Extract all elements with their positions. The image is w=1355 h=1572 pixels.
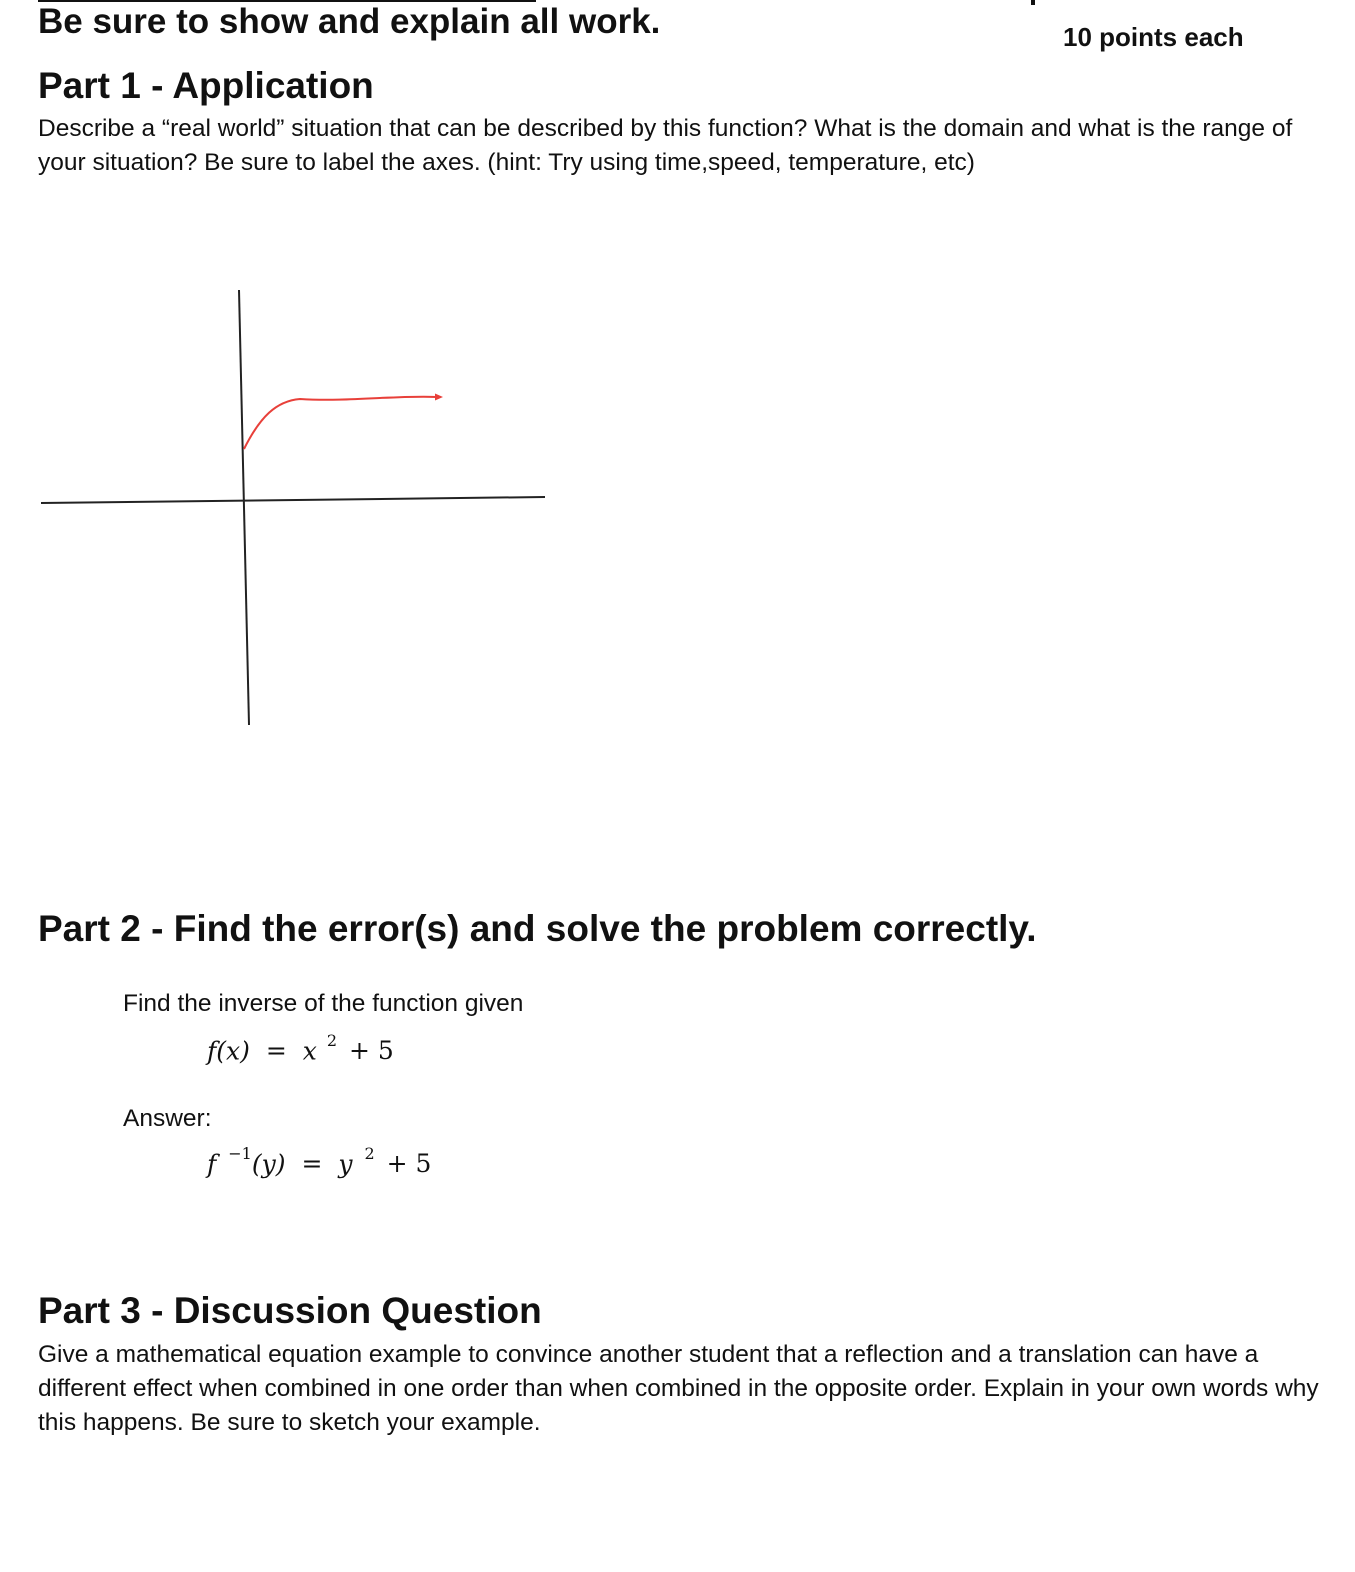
given-function — [207, 1031, 394, 1066]
answer-arg: (y) — [251, 1149, 286, 1179]
function-graph — [38, 285, 558, 735]
answer-equals: = — [301, 1149, 323, 1179]
part1-heading: Part 1 - Application — [38, 65, 374, 106]
part3-heading: Part 3 - Discussion Question — [38, 1290, 542, 1331]
points-label: 10 points each — [1063, 22, 1244, 52]
given-equals: = — [265, 1036, 287, 1066]
function-curve — [244, 397, 437, 449]
instructions: Be sure to show and explain all work. — [38, 2, 661, 41]
part1-prompt: Describe a “real world” situation that can be described by this function? What is the domain and what is the range of your situation? Be sure to label the axes. (hint: Try using time,speed, temperature, etc) — [38, 115, 1293, 176]
curve-arrow-head — [435, 394, 443, 401]
given-lhs: f(x) — [207, 1036, 250, 1066]
answer-function — [207, 1144, 432, 1179]
given-rest: + 5 — [348, 1036, 394, 1066]
given-base: x — [302, 1036, 317, 1066]
answer-base: y — [338, 1149, 353, 1179]
top-rule-fragment — [1031, 0, 1035, 5]
part3-prompt: Give a mathematical equation example to convince another student that a reflection and a translation can have a different effect when combined in one order than when combined in the opposite order. Explain in your own words why this happens. Be sure to sketch your example. — [38, 1341, 1319, 1436]
part2-prompt: Find the inverse of the function given — [123, 990, 524, 1017]
answer-exponent: 2 — [364, 1144, 375, 1163]
answer-fn: f — [207, 1149, 217, 1179]
y-axis — [239, 290, 249, 725]
x-axis — [41, 497, 545, 503]
given-exponent: 2 — [326, 1031, 338, 1050]
answer-label: Answer: — [123, 1105, 212, 1132]
answer-inverse-exponent: −1 — [228, 1144, 252, 1163]
answer-rest: + 5 — [386, 1149, 432, 1179]
part2-heading: Part 2 - Find the error(s) and solve the problem correctly. — [38, 908, 1037, 949]
